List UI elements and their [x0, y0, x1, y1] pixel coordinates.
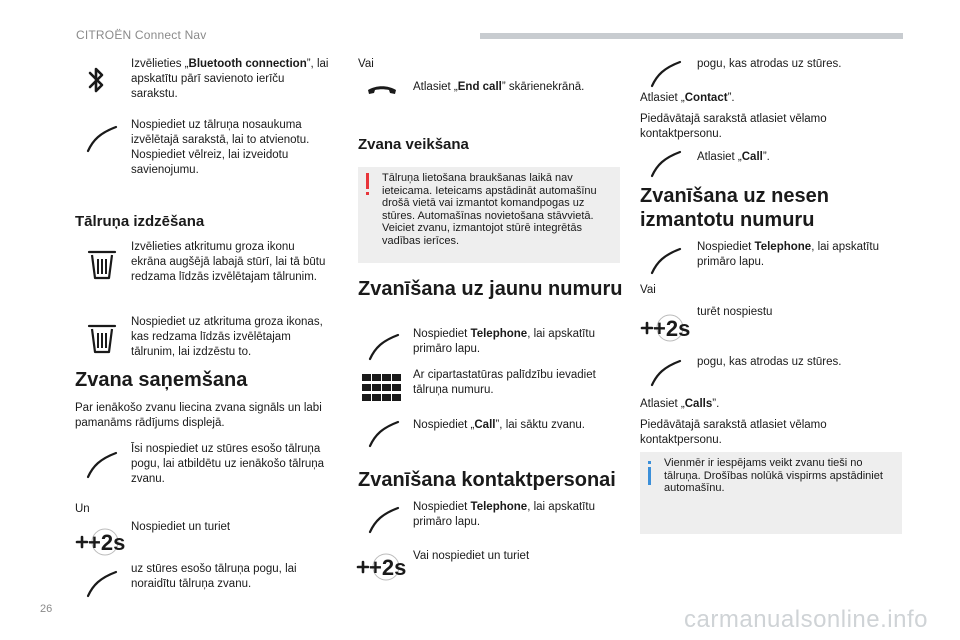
select-call-instruction: Atlasiet „Call”. — [697, 151, 770, 163]
start-call-instruction: Nospiediet „Call”, lai sāktu zvanu. — [413, 419, 585, 431]
tap-gesture-icon — [648, 56, 684, 92]
info-text: Vienmēr ir iespējams veikt zvanu tieši no tālruņa. Drošības nolūkā vispirms apstādiniet automašīnu. — [664, 457, 883, 495]
select-trash-instruction: Izvēlieties atkritumu groza ikonu ekrāna augšējā labajā stūrī, lai tā būtu redzama līdzās izvēlētajam tālrunim. — [131, 241, 326, 283]
tap-gesture-icon — [366, 502, 402, 538]
hold-2s-label: +2s — [653, 316, 691, 341]
end-call-instruction: Atlasiet „End call” skārienekrānā. — [413, 81, 585, 93]
info-icon — [648, 461, 651, 464]
hold-2s-icon — [75, 527, 126, 557]
header-bar — [480, 33, 903, 39]
bluetooth-icon — [78, 62, 114, 98]
offered-list-text: Piedāvātajā sarakstā atlasiet vēlamo kontaktpersonu. — [640, 113, 827, 140]
tap-gesture-icon — [648, 243, 684, 279]
section-title-new-number: Zvanīšana uz jaunu numuru — [358, 278, 623, 300]
press-trash-instruction: Nospiediet uz atkrituma groza ikonas, kas redzama līdzās izvēlētajam tālrunim, lai izdzēstu to. — [131, 316, 323, 358]
page-number: 26 — [40, 603, 53, 615]
section-title-call-contact: Zvanīšana kontaktpersonai — [358, 469, 616, 491]
keypad-icon — [362, 374, 402, 402]
warning-icon — [366, 173, 369, 189]
tap-gesture-icon — [84, 566, 120, 602]
receive-intro: Par ienākošo zvanu liecina zvana signāls un labi pamanāms rādījums displejā. — [75, 402, 322, 429]
contact-press-hold-label: Vai nospiediet un turiet — [413, 550, 530, 562]
new-number-telephone-instruction: Nospiediet Telephone, lai apskatītu primāro lapu. — [413, 328, 595, 355]
keypad-instruction: Ar cipartastatūras palīdzību ievadiet tālruņa numuru. — [413, 369, 596, 396]
press-hold-label: Nospiediet un turiet — [131, 521, 231, 533]
tap-gesture-icon — [648, 146, 684, 182]
warning-box — [358, 167, 620, 263]
contact-telephone-instruction: Nospiediet Telephone, lai apskatītu primāro lapu. — [413, 501, 595, 528]
trash-icon — [84, 320, 120, 356]
answer-call-instruction: Īsi nospiediet uz stūres esošo tālruņa pogu, lai atbildētu uz ienākošo tālruņa zvanu. — [131, 443, 325, 485]
hang-up-icon — [364, 78, 400, 102]
select-calls-instruction: Atlasiet „Calls”. — [640, 398, 720, 410]
tap-gesture-icon — [84, 121, 120, 157]
section-title-make-call: Zvana veikšana — [358, 136, 469, 153]
wheel-button-text: pogu, kas atrodas uz stūres. — [697, 58, 842, 70]
tap-gesture-icon — [648, 355, 684, 391]
watermark-text: carmanualsonline.info — [684, 606, 928, 633]
section-title-delete-phone: Tālruņa izdzēšana — [75, 213, 205, 230]
hold-2s-icon — [640, 313, 691, 343]
press-name-instruction: Nospiediet uz tālruņa nosaukuma izvēlētajā sarakstā, lai to atvienotu. Nospiediet vēlreiz, lai izveidotu savienojumu. — [131, 119, 310, 176]
hold-2s-label: +2s — [369, 555, 407, 580]
section-title-receive-call: Zvana saņemšana — [75, 369, 248, 391]
section-title-recent-number: Zvanīšana uz nesen izmantotu numuru — [640, 185, 829, 231]
reject-call-instruction: uz stūres esošo tālruņa pogu, lai noraidītu tālruņa zvanu. — [131, 563, 297, 590]
hold-2s-icon — [356, 552, 407, 582]
bluetooth-instruction: Izvēlieties „Bluetooth connection”, lai apskatītu pārī savienoto ierīču sarakstu. — [131, 58, 329, 100]
tap-gesture-icon — [84, 447, 120, 483]
hold-pressed-label: turēt nospiestu — [697, 306, 773, 318]
select-contact-instruction: Atlasiet „Contact”. — [640, 92, 735, 104]
info-box — [640, 452, 902, 534]
recent-telephone-instruction: Nospiediet Telephone, lai apskatītu primāro lapu. — [697, 241, 879, 268]
and-label: Un — [75, 503, 90, 515]
wheel-button-text-2: pogu, kas atrodas uz stūres. — [697, 356, 842, 368]
tap-gesture-icon — [366, 329, 402, 365]
offered-list-text-2: Piedāvātajā sarakstā atlasiet vēlamo kontaktpersonu. — [640, 419, 827, 446]
hold-2s-label: +2s — [88, 530, 126, 555]
or-label: Vai — [640, 284, 656, 296]
trash-icon — [84, 246, 120, 282]
or-label: Vai — [358, 58, 374, 70]
document-header-title: CITROËN Connect Nav — [76, 28, 207, 42]
warning-text: Tālruņa lietošana braukšanas laikā nav ieteicama. Ieteicams apstādināt automašīnu drošā vietā vai izmantot komandpogas uz stūres. Automašīnas novietošana stāvvietā. Veiciet zvanu, izmantojot stūrē integrētās vadības ierīces. — [382, 172, 597, 247]
tap-gesture-icon — [366, 416, 402, 452]
